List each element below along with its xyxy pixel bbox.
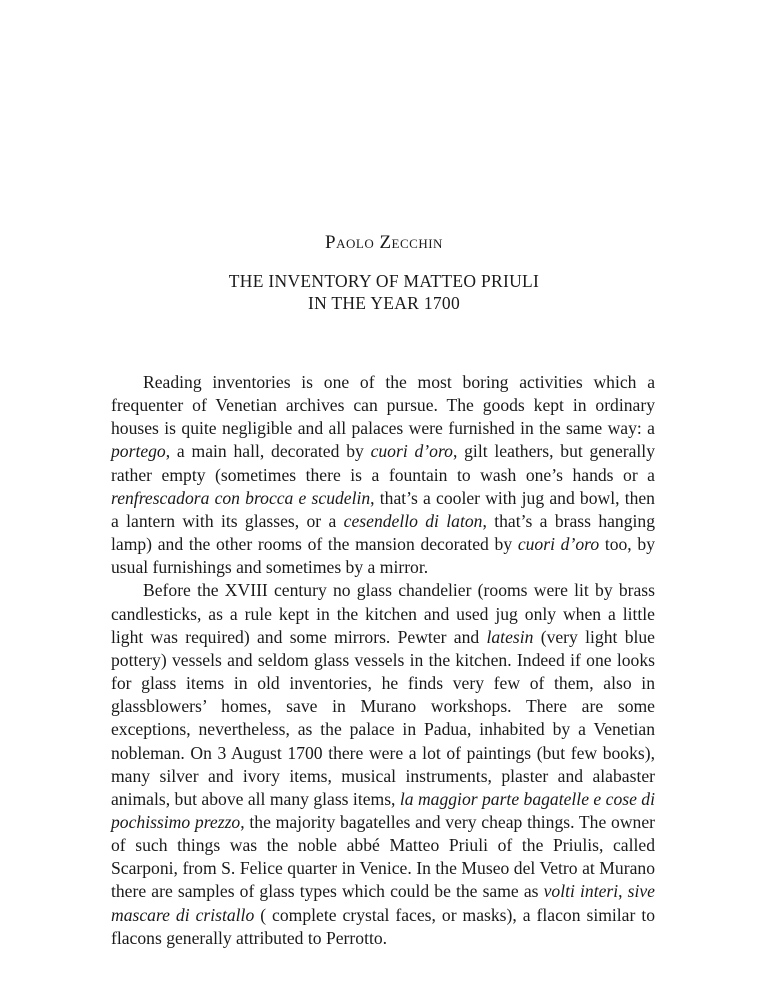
italic-term: cesendello di laton (343, 510, 483, 531)
article-title (0, 270, 768, 314)
italic-term: la maggior parte bagatelle e cose di pochissimo prezzo (111, 788, 655, 832)
text-run: , (618, 881, 628, 902)
italic-term: volti interi (543, 881, 619, 902)
text-run: ( complete crystal faces, or masks), a flacon similar to flacons generally attributed to Perrotto. (111, 904, 655, 948)
text-run: Reading inventories is one of the most boring activities which a frequenter of Venetian archives can pursue. The goods kept in ordinary houses is quite negligible and all palaces were furnished in the same way: a (111, 372, 655, 439)
text-run: Before the XVIII century no glass chandelier (rooms were lit by brass candlesticks, as a rule kept in the kitchen and used jug only when a little light was required) and some mirrors. Pewter and (111, 580, 655, 647)
paragraph-2 (111, 579, 655, 950)
text-run: (very light blue pottery) vessels and seldom glass vessels in the kitchen. Indeed if one looks for glass items in old inventories, he finds very few of them, also in glassblowers’ homes, save in Murano workshops. There are some exceptions, nevertheless, as the palace in Padua, inhabited by a Venetian nobleman. On 3 August 1700 there were a lot of paintings (but few books), many silver and ivory items, musical instruments, plaster and alabaster animals, but above all many glass items, (111, 626, 655, 809)
italic-term: cuori d’oro (517, 534, 600, 555)
text-run: , that’s a brass hanging lamp) and the other rooms of the mansion decorated by (111, 510, 656, 555)
italic-term: latesin (486, 626, 534, 647)
title-line-2: IN THE YEAR 1700 (307, 293, 461, 313)
paragraph-1 (111, 371, 655, 579)
text-run: , the majority bagatelles and very cheap things. The owner of such things was the noble abbé Matteo Priuli of the Priulis, called Scarponi, from S. Felice quarter in Venice. In the Museo del Vetro at Murano there are samples of glass types which could be the same as (111, 811, 655, 902)
body-text (111, 371, 655, 950)
text-run: too, by usual furnishings and sometimes by a mirror. (111, 534, 656, 578)
italic-term: portego (111, 441, 166, 462)
title-line-1: THE INVENTORY OF MATTEO PRIULI (228, 271, 540, 291)
text-run: , that’s a cooler with jug and bowl, then a lantern with its glasses, or a (111, 487, 655, 531)
italic-term: sive mascare di cristallo (111, 881, 655, 925)
text-run: , a main hall, decorated by (165, 441, 371, 462)
author-name: Paolo Zecchin (325, 232, 443, 253)
italic-term: cuori d’oro (370, 441, 453, 462)
text-run: , gilt leathers, but generally rather empty (sometimes there is a fountain to wash one’s hands or a (111, 441, 655, 485)
italic-term: renfrescadora con brocca e scudelin (111, 487, 371, 508)
